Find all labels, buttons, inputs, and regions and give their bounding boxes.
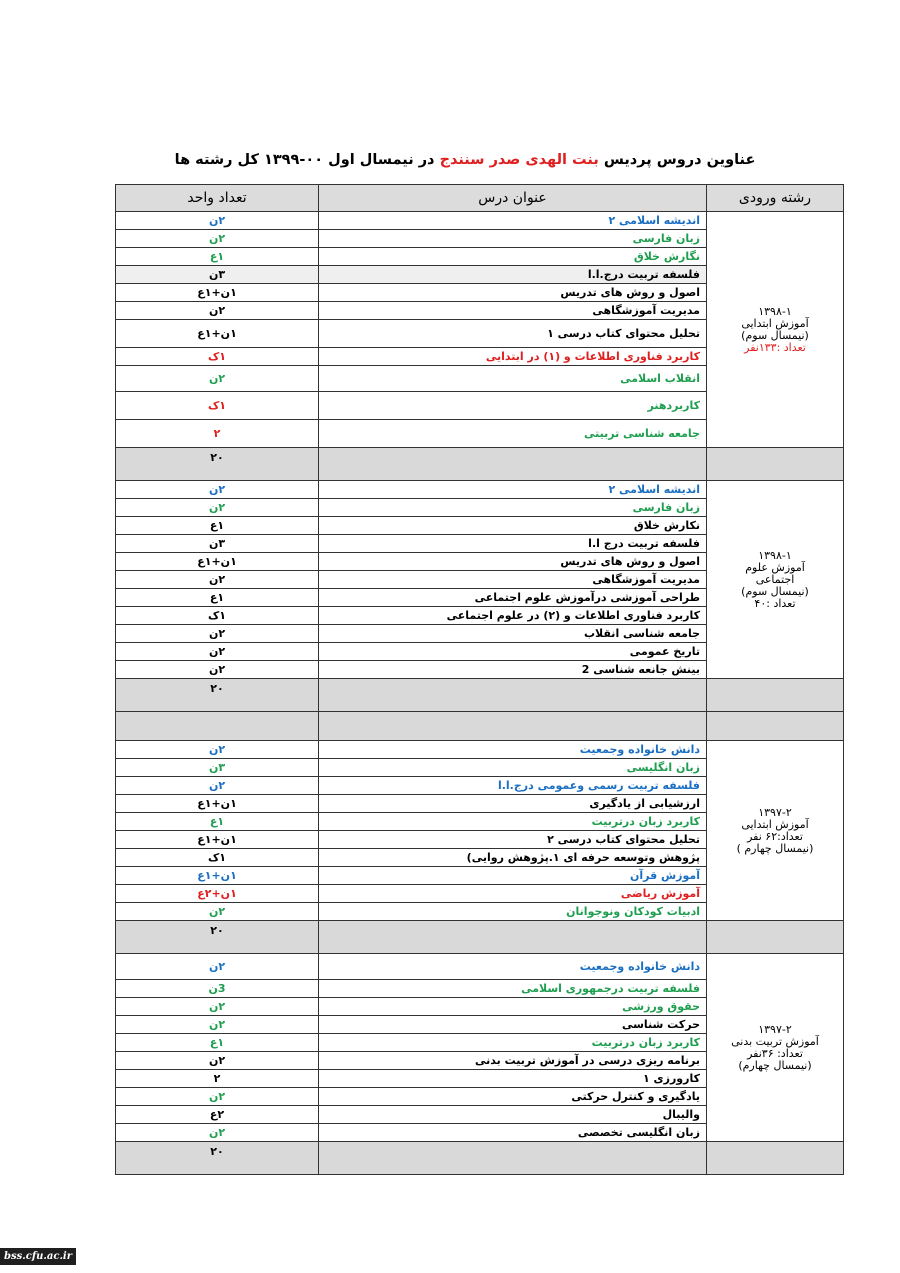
course-title: فلسفه تربیت درج.ا.ا: [319, 266, 707, 284]
course-units: ۲ن: [116, 212, 319, 230]
course-title: حقوق ورزشی: [319, 998, 707, 1016]
course-title: کاربردهنر: [319, 392, 707, 420]
course-units: ۲ن: [116, 625, 319, 643]
header-course: عنوان درس: [319, 185, 707, 212]
course-title: پژوهش وتوسعه حرفه ای ۱.پژوهش روایی): [319, 849, 707, 867]
course-units: ۱ن+۱ع: [116, 320, 319, 348]
section-label-line: ۱۳۹۸-۱: [758, 548, 792, 562]
course-units: ۲ن: [116, 499, 319, 517]
header-section: رشته ورودی: [707, 185, 844, 212]
section-label-line: آموزش تربیت بدنی: [731, 1034, 819, 1048]
course-units: ۱ن+۱ع: [116, 284, 319, 302]
course-units: ۲ن: [116, 777, 319, 795]
course-title: اصول و روش های تدریس: [319, 284, 707, 302]
course-units: ۱ن+۱ع: [116, 867, 319, 885]
course-units: ۱ع: [116, 1034, 319, 1052]
course-units: ۲ن: [116, 741, 319, 759]
site-logo: bss.cfu.ac.ir: [0, 1248, 76, 1265]
separator-cell: [707, 712, 844, 741]
header-units: تعداد واحد: [116, 185, 319, 212]
total-blank-cell: [707, 1142, 844, 1175]
course-units: ۲ن: [116, 661, 319, 679]
course-units: ۲ن: [116, 302, 319, 320]
course-title: جامعه شناسی انقلاب: [319, 625, 707, 643]
total-blank-cell: [707, 679, 844, 712]
course-title: جامعه شناسی تربیتی: [319, 420, 707, 448]
course-units: ۲ن: [116, 998, 319, 1016]
course-title: برنامه ریزی درسی در آموزش تربیت بدنی: [319, 1052, 707, 1070]
course-title: ارزشیابی از یادگیری: [319, 795, 707, 813]
course-title: نگارش خلاق: [319, 248, 707, 266]
course-units: ۲ن: [116, 1088, 319, 1106]
course-units: ۱ع: [116, 813, 319, 831]
course-title: ادبیات کودکان ونوجوانان: [319, 903, 707, 921]
course-title: کاربرد فناوری اطلاعات و (۱) در ابتدایی: [319, 348, 707, 366]
course-units: ۲ن: [116, 903, 319, 921]
course-units: ۱ک: [116, 348, 319, 366]
total-blank-cell: [319, 1142, 707, 1175]
table-row: [116, 212, 844, 230]
course-title: زبان انگلیسی: [319, 759, 707, 777]
total-row: [116, 679, 844, 712]
table-body: [116, 212, 844, 1175]
course-units: ۲ن: [116, 643, 319, 661]
course-title: اندیشه اسلامی ۲: [319, 481, 707, 499]
section-label-cell: [707, 212, 844, 448]
course-title: تحلیل محتوای کتاب درسی ۱: [319, 320, 707, 348]
course-title: انقلاب اسلامی: [319, 366, 707, 392]
section-label-line: اجتماعی: [755, 572, 795, 586]
course-units: ۳ن: [116, 266, 319, 284]
course-title: دانش خانواده وجمعیت: [319, 954, 707, 980]
course-units: ۳ن: [116, 759, 319, 777]
course-title: حرکت شناسی: [319, 1016, 707, 1034]
section-label-line: (نیمسال سوم): [741, 584, 809, 598]
course-units: ۱ن+۱ع: [116, 795, 319, 813]
total-row: [116, 1142, 844, 1175]
course-title: مدیریت آموزشگاهی: [319, 571, 707, 589]
total-blank-cell: [707, 921, 844, 954]
course-units: ۲: [116, 420, 319, 448]
course-title: آموزش ریاضی: [319, 885, 707, 903]
title-city: سنندج: [439, 152, 485, 168]
course-title: زبان فارسی: [319, 230, 707, 248]
course-units: ۱ع: [116, 517, 319, 535]
course-title: زبان انگلیسی تخصصی: [319, 1124, 707, 1142]
course-units: ۱ع: [116, 248, 319, 266]
course-units: ۱ک: [116, 392, 319, 420]
title-part2: در نیمسال اول ۰۰-۱۳۹۹ کل رشته ها: [174, 152, 435, 168]
course-title: فلسفه تربیت رسمی وعمومی درج.ا.ا: [319, 777, 707, 795]
course-title: کاربرد زبان درتربیت: [319, 1034, 707, 1052]
total-units: ۲۰: [116, 1142, 319, 1175]
course-units: ۲ن: [116, 230, 319, 248]
separator-cell: [319, 712, 707, 741]
section-label-line: ۱۳۹۷-۲: [758, 1022, 792, 1036]
section-label-line: تعداد: ۳۶نفر: [747, 1046, 803, 1060]
section-label-line: آموزش علوم: [745, 560, 805, 574]
course-title: اصول و روش های تدریس: [319, 553, 707, 571]
section-label-line: (نیمسال چهارم): [738, 1058, 812, 1072]
course-title: مدیریت آموزشگاهی: [319, 302, 707, 320]
section-label-line: (نیمسال سوم): [741, 328, 809, 342]
course-units: ۱ک: [116, 607, 319, 625]
course-title: تاریخ عمومی: [319, 643, 707, 661]
section-label-line: (نیمسال چهارم ): [736, 841, 814, 855]
total-blank-cell: [319, 679, 707, 712]
course-title: کاربرد زبان درتربیت: [319, 813, 707, 831]
page-title: [120, 149, 810, 171]
total-blank-cell: [319, 921, 707, 954]
section-label-cell: [707, 954, 844, 1142]
section-label-line: تعداد :۴۰: [754, 596, 796, 610]
section-label-line: ۱۳۹۷-۲: [758, 805, 792, 819]
section-label-line: ۱۳۹۸-۱: [758, 304, 792, 318]
table-row: [116, 481, 844, 499]
total-blank-cell: [319, 448, 707, 481]
course-title: کاربرد فناوری اطلاعات و (۲) در علوم اجتماعی: [319, 607, 707, 625]
separator-row: [116, 712, 844, 741]
course-title: فلسفه تربیت درج ا.ا: [319, 535, 707, 553]
course-units: ۱ن+۱ع: [116, 831, 319, 849]
section-label-line: آموزش ابتدایی: [741, 817, 809, 831]
course-units: 3ن: [116, 980, 319, 998]
course-units: ۱ن+۲ع: [116, 885, 319, 903]
course-units: ۲: [116, 1070, 319, 1088]
course-title: زبان فارسی: [319, 499, 707, 517]
course-title: والیبال: [319, 1106, 707, 1124]
course-units: ۱ع: [116, 589, 319, 607]
section-label-line: تعداد :۱۳۳نفر: [744, 340, 806, 354]
course-units: ۲ن: [116, 954, 319, 980]
total-row: [116, 921, 844, 954]
course-title: تحلیل محتوای کتاب درسی ۲: [319, 831, 707, 849]
courses-table: [115, 184, 844, 1175]
course-title: فلسفه تربیت درجمهوری اسلامی: [319, 980, 707, 998]
course-title: نکارش خلاق: [319, 517, 707, 535]
separator-cell: [116, 712, 319, 741]
title-part1: عناوین دروس پردیس: [603, 152, 756, 168]
course-title: آموزش قرآن: [319, 867, 707, 885]
course-units: ۱ن+۱ع: [116, 553, 319, 571]
course-units: ۱ک: [116, 849, 319, 867]
course-title: کارورزی ۱: [319, 1070, 707, 1088]
section-label-cell: [707, 741, 844, 921]
total-blank-cell: [707, 448, 844, 481]
course-units: ۲ن: [116, 481, 319, 499]
table-row: [116, 954, 844, 980]
table-header-row: [116, 185, 844, 212]
course-units: ۳ن: [116, 535, 319, 553]
section-label-cell: [707, 481, 844, 679]
total-units: ۲۰: [116, 448, 319, 481]
total-units: ۲۰: [116, 921, 319, 954]
course-title: بینش جانعه شناسی 2: [319, 661, 707, 679]
course-title: دانش خانواده وجمعیت: [319, 741, 707, 759]
total-units: ۲۰: [116, 679, 319, 712]
section-label-line: آموزش ابتدایی: [741, 316, 809, 330]
course-units: ۲ن: [116, 1124, 319, 1142]
course-units: ۲ن: [116, 1052, 319, 1070]
course-units: ۲ع: [116, 1106, 319, 1124]
course-title: یادگیری و کنترل حرکتی: [319, 1088, 707, 1106]
section-label-line: تعداد:۶۲ نفر: [747, 829, 803, 843]
course-units: ۲ن: [116, 571, 319, 589]
course-title: طراحی آموزشی درآموزش علوم اجتماعی: [319, 589, 707, 607]
course-title: اندیشه اسلامی ۲: [319, 212, 707, 230]
total-row: [116, 448, 844, 481]
course-units: ۲ن: [116, 366, 319, 392]
title-campus: بنت الهدی صدر: [489, 152, 599, 168]
table-row: [116, 741, 844, 759]
course-units: ۲ن: [116, 1016, 319, 1034]
